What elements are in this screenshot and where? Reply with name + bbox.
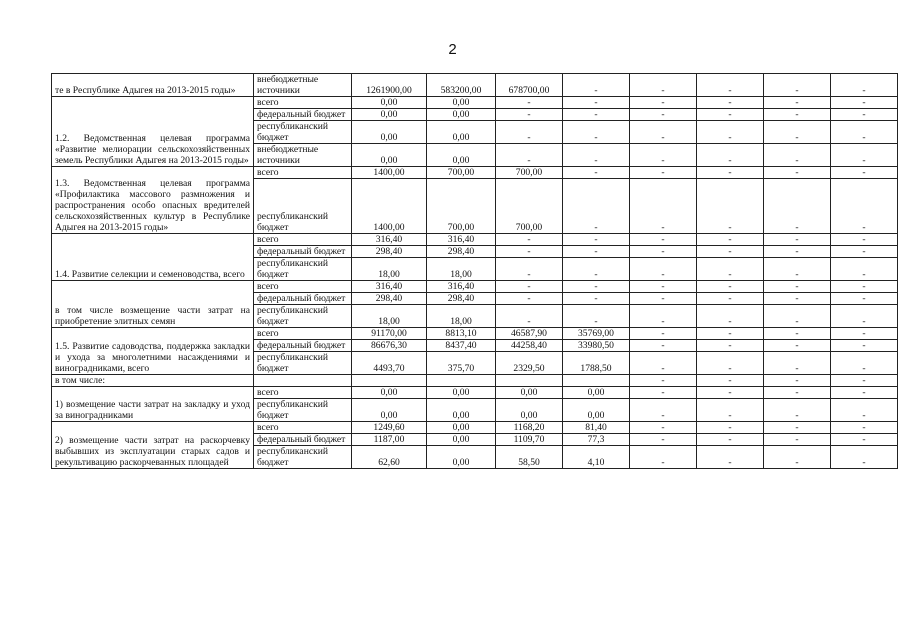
amount-cell: -	[563, 258, 630, 281]
program-name-cell: 1) возмещение части затрат на закладку и уход за виноградниками	[52, 387, 254, 422]
table-row	[52, 74, 898, 97]
amount-cell: 0,00	[427, 97, 496, 109]
amount-cell: -	[630, 328, 697, 340]
amount-cell: 4493,70	[352, 352, 427, 375]
amount-cell: -	[764, 293, 831, 305]
amount-cell: 8437,40	[427, 340, 496, 352]
amount-cell: -	[831, 234, 898, 246]
amount-cell: -	[831, 352, 898, 375]
amount-cell: -	[764, 305, 831, 328]
amount-cell: 678700,00	[496, 74, 563, 97]
funding-source-cell: федеральный бюджет	[254, 340, 352, 352]
budget-table	[51, 73, 898, 469]
amount-cell: 62,60	[352, 446, 427, 469]
amount-cell: -	[831, 281, 898, 293]
amount-cell: -	[563, 246, 630, 258]
amount-cell: 0,00	[427, 434, 496, 446]
funding-source-cell: внебюджетные источники	[254, 144, 352, 167]
amount-cell: -	[764, 144, 831, 167]
amount-cell: -	[697, 328, 764, 340]
amount-cell: 1788,50	[563, 352, 630, 375]
amount-cell: -	[831, 258, 898, 281]
funding-source-cell: всего	[254, 97, 352, 109]
funding-source-cell: республиканский бюджет	[254, 399, 352, 422]
amount-cell: 18,00	[427, 258, 496, 281]
amount-cell: 1261900,00	[352, 74, 427, 97]
amount-cell: 1400,00	[352, 167, 427, 179]
amount-cell: -	[630, 167, 697, 179]
amount-cell: -	[630, 179, 697, 234]
amount-cell: -	[831, 121, 898, 144]
amount-cell	[496, 375, 563, 387]
amount-cell: -	[630, 387, 697, 399]
amount-cell: 46587,90	[496, 328, 563, 340]
amount-cell: -	[831, 144, 898, 167]
amount-cell: -	[630, 446, 697, 469]
funding-source-cell: всего	[254, 328, 352, 340]
amount-cell: 316,40	[352, 234, 427, 246]
funding-source-cell: республиканский бюджет	[254, 258, 352, 281]
amount-cell: 298,40	[352, 293, 427, 305]
table-row	[52, 328, 898, 340]
amount-cell: -	[764, 281, 831, 293]
amount-cell: -	[630, 258, 697, 281]
amount-cell: 35769,00	[563, 328, 630, 340]
amount-cell: 700,00	[496, 167, 563, 179]
funding-source-cell: республиканский бюджет	[254, 121, 352, 144]
amount-cell: 0,00	[496, 387, 563, 399]
amount-cell: -	[697, 234, 764, 246]
amount-cell: -	[831, 305, 898, 328]
amount-cell: 0,00	[352, 97, 427, 109]
funding-source-cell: всего	[254, 234, 352, 246]
amount-cell: -	[563, 109, 630, 121]
amount-cell: -	[563, 179, 630, 234]
funding-source-cell	[254, 375, 352, 387]
amount-cell: -	[630, 352, 697, 375]
amount-cell: -	[697, 109, 764, 121]
amount-cell: -	[764, 109, 831, 121]
amount-cell: -	[697, 422, 764, 434]
table-body	[52, 74, 898, 469]
amount-cell: -	[697, 352, 764, 375]
amount-cell: 91170,00	[352, 328, 427, 340]
funding-source-cell: всего	[254, 281, 352, 293]
amount-cell: -	[630, 375, 697, 387]
amount-cell: 86676,30	[352, 340, 427, 352]
amount-cell: -	[496, 246, 563, 258]
amount-cell: -	[697, 246, 764, 258]
amount-cell: -	[496, 121, 563, 144]
amount-cell: -	[831, 74, 898, 97]
amount-cell: -	[831, 167, 898, 179]
amount-cell: -	[697, 281, 764, 293]
amount-cell: 58,50	[496, 446, 563, 469]
amount-cell: -	[831, 399, 898, 422]
amount-cell: -	[831, 97, 898, 109]
amount-cell: 0,00	[427, 387, 496, 399]
amount-cell: -	[630, 234, 697, 246]
amount-cell: -	[697, 305, 764, 328]
amount-cell: -	[831, 387, 898, 399]
amount-cell: 0,00	[427, 399, 496, 422]
amount-cell: -	[831, 422, 898, 434]
amount-cell: -	[697, 446, 764, 469]
amount-cell: -	[496, 305, 563, 328]
amount-cell: 18,00	[427, 305, 496, 328]
amount-cell: 4,10	[563, 446, 630, 469]
amount-cell: -	[697, 399, 764, 422]
amount-cell: -	[563, 74, 630, 97]
amount-cell: 0,00	[352, 109, 427, 121]
amount-cell: -	[764, 399, 831, 422]
amount-cell: 316,40	[352, 281, 427, 293]
amount-cell: -	[496, 144, 563, 167]
page-number: 2	[448, 41, 457, 58]
amount-cell: -	[764, 234, 831, 246]
amount-cell: -	[831, 179, 898, 234]
amount-cell: 8813,10	[427, 328, 496, 340]
amount-cell: 1109,70	[496, 434, 563, 446]
amount-cell: 0,00	[352, 387, 427, 399]
funding-source-cell: федеральный бюджет	[254, 109, 352, 121]
amount-cell: -	[630, 121, 697, 144]
amount-cell: -	[697, 293, 764, 305]
amount-cell: 0,00	[427, 446, 496, 469]
amount-cell: -	[563, 234, 630, 246]
amount-cell: -	[831, 434, 898, 446]
amount-cell: -	[563, 281, 630, 293]
amount-cell: 0,00	[352, 399, 427, 422]
amount-cell: 0,00	[427, 109, 496, 121]
amount-cell: 33980,50	[563, 340, 630, 352]
amount-cell: -	[630, 422, 697, 434]
amount-cell: -	[496, 293, 563, 305]
amount-cell: -	[563, 97, 630, 109]
amount-cell: -	[764, 352, 831, 375]
funding-source-cell: федеральный бюджет	[254, 246, 352, 258]
amount-cell	[563, 375, 630, 387]
amount-cell: -	[764, 375, 831, 387]
funding-source-cell: республиканский бюджет	[254, 305, 352, 328]
amount-cell: 0,00	[563, 399, 630, 422]
amount-cell: -	[764, 340, 831, 352]
amount-cell: -	[630, 74, 697, 97]
amount-cell: -	[697, 179, 764, 234]
table-row	[52, 375, 898, 387]
amount-cell: -	[563, 144, 630, 167]
program-name-cell: 2) возмещение части затрат на раскорчевку выбывших из эксплуатации старых садов и рекультивацию раскорчеванных площадей	[52, 422, 254, 469]
amount-cell: -	[831, 328, 898, 340]
amount-cell: -	[764, 179, 831, 234]
amount-cell: -	[697, 144, 764, 167]
amount-cell: -	[697, 375, 764, 387]
amount-cell: -	[630, 246, 697, 258]
amount-cell: 1168,20	[496, 422, 563, 434]
program-name-cell: 1.4. Развитие селекции и семеноводства, всего	[52, 234, 254, 281]
amount-cell: -	[630, 399, 697, 422]
amount-cell: -	[563, 293, 630, 305]
table-row	[52, 234, 898, 246]
amount-cell: -	[697, 340, 764, 352]
amount-cell: 700,00	[427, 179, 496, 234]
amount-cell: -	[764, 74, 831, 97]
amount-cell: -	[630, 293, 697, 305]
amount-cell: 0,00	[563, 387, 630, 399]
amount-cell: -	[764, 121, 831, 144]
program-name-cell: те в Республике Адыгея на 2013-2015 годы»	[52, 74, 254, 97]
amount-cell: 44258,40	[496, 340, 563, 352]
amount-cell: -	[697, 121, 764, 144]
amount-cell: -	[831, 293, 898, 305]
amount-cell: 583200,00	[427, 74, 496, 97]
amount-cell: -	[831, 109, 898, 121]
amount-cell: 298,40	[427, 246, 496, 258]
amount-cell: 2329,50	[496, 352, 563, 375]
amount-cell: -	[630, 434, 697, 446]
amount-cell: 316,40	[427, 234, 496, 246]
amount-cell: 0,00	[427, 144, 496, 167]
amount-cell: -	[764, 387, 831, 399]
amount-cell: 700,00	[427, 167, 496, 179]
amount-cell: -	[563, 305, 630, 328]
amount-cell: -	[496, 258, 563, 281]
amount-cell: 316,40	[427, 281, 496, 293]
amount-cell: -	[496, 97, 563, 109]
amount-cell: 700,00	[496, 179, 563, 234]
funding-source-cell: федеральный бюджет	[254, 293, 352, 305]
amount-cell: -	[697, 97, 764, 109]
funding-source-cell: внебюджетные источники	[254, 74, 352, 97]
table-row	[52, 97, 898, 109]
amount-cell: -	[831, 446, 898, 469]
amount-cell: 0,00	[496, 399, 563, 422]
amount-cell: 1400,00	[352, 179, 427, 234]
program-name-cell: в том числе возмещение части затрат на приобретение элитных семян	[52, 281, 254, 328]
table-row	[52, 281, 898, 293]
amount-cell: -	[630, 109, 697, 121]
program-name-cell: 1.3. Ведомственная целевая программа «Профилактика массового размножения и распространения особо опасных вредителей сельскохозяйственных культур в Республике Адыгея на 2013-2015 годы»	[52, 167, 254, 234]
amount-cell: -	[764, 328, 831, 340]
funding-source-cell: республиканский бюджет	[254, 446, 352, 469]
amount-cell: 1187,00	[352, 434, 427, 446]
amount-cell: -	[764, 446, 831, 469]
amount-cell: -	[831, 375, 898, 387]
amount-cell: -	[764, 434, 831, 446]
amount-cell: -	[831, 246, 898, 258]
amount-cell: -	[764, 422, 831, 434]
program-name-cell: в том числе:	[52, 375, 254, 387]
amount-cell: -	[764, 167, 831, 179]
amount-cell	[352, 375, 427, 387]
amount-cell: 18,00	[352, 305, 427, 328]
amount-cell: -	[697, 74, 764, 97]
amount-cell: 298,40	[427, 293, 496, 305]
amount-cell: -	[831, 340, 898, 352]
amount-cell: -	[496, 109, 563, 121]
amount-cell: -	[697, 434, 764, 446]
amount-cell: 0,00	[352, 121, 427, 144]
funding-source-cell: федеральный бюджет	[254, 434, 352, 446]
amount-cell: -	[697, 387, 764, 399]
table-row	[52, 422, 898, 434]
amount-cell: -	[496, 281, 563, 293]
amount-cell: 0,00	[352, 144, 427, 167]
amount-cell: -	[630, 281, 697, 293]
amount-cell: 18,00	[352, 258, 427, 281]
amount-cell: -	[496, 234, 563, 246]
amount-cell: 0,00	[427, 121, 496, 144]
amount-cell: 298,40	[352, 246, 427, 258]
amount-cell	[427, 375, 496, 387]
amount-cell: -	[697, 258, 764, 281]
amount-cell: -	[630, 97, 697, 109]
funding-source-cell: всего	[254, 387, 352, 399]
amount-cell: -	[630, 305, 697, 328]
program-name-cell: 1.5. Развитие садоводства, поддержка закладки и ухода за многолетними насаждениями и виноградниками, всего	[52, 328, 254, 375]
table-row	[52, 167, 898, 179]
amount-cell: -	[630, 144, 697, 167]
amount-cell: -	[764, 246, 831, 258]
funding-source-cell: республиканский бюджет	[254, 179, 352, 234]
amount-cell: -	[764, 258, 831, 281]
amount-cell: 0,00	[427, 422, 496, 434]
amount-cell: 81,40	[563, 422, 630, 434]
funding-source-cell: всего	[254, 422, 352, 434]
amount-cell: 1249,60	[352, 422, 427, 434]
program-name-cell: 1.2. Ведомственная целевая программа «Развитие мелиорации сельскохозяйственных земель Республики Адыгея на 2013-2015 годы»	[52, 97, 254, 167]
amount-cell: 77,3	[563, 434, 630, 446]
amount-cell: -	[697, 167, 764, 179]
funding-source-cell: всего	[254, 167, 352, 179]
amount-cell: -	[764, 97, 831, 109]
table-row	[52, 387, 898, 399]
amount-cell: -	[563, 121, 630, 144]
amount-cell: 375,70	[427, 352, 496, 375]
funding-source-cell: республиканский бюджет	[254, 352, 352, 375]
amount-cell: -	[563, 167, 630, 179]
amount-cell: -	[630, 340, 697, 352]
